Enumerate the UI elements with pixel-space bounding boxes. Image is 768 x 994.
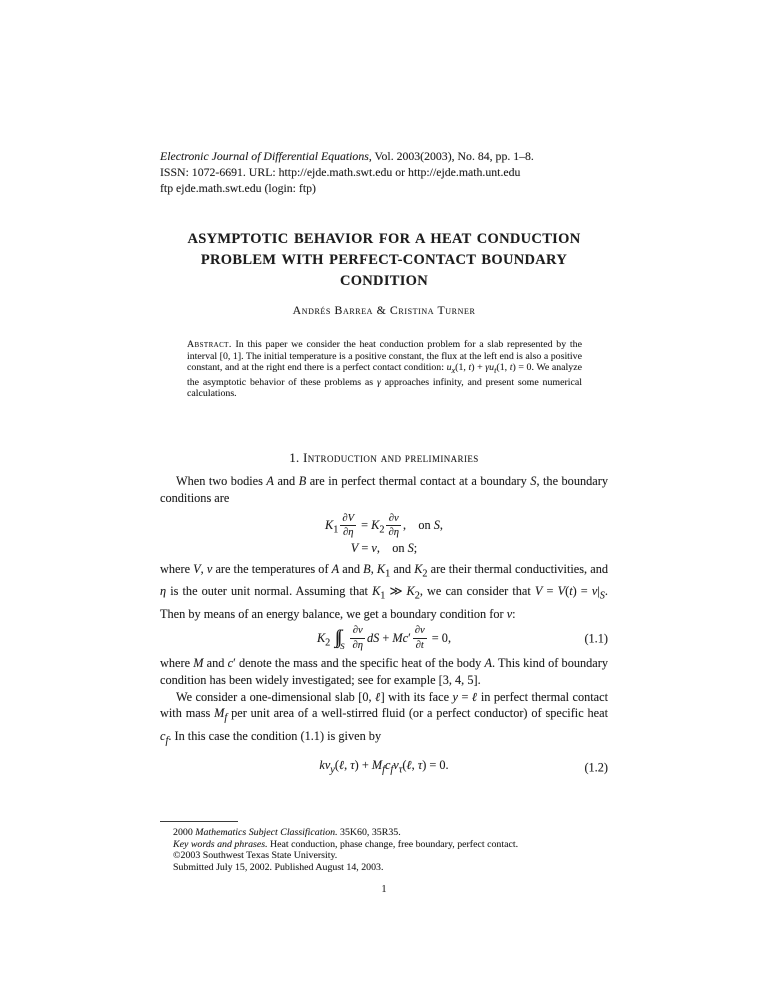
- paper-title: [160, 229, 608, 292]
- journal-header-line-1: Electronic Journal of Differential Equations, Vol. 2003(2003), No. 84, pp. 1–8.: [160, 149, 534, 163]
- paragraph-one-dimensional-slab: We consider a one-dimensional slab [0, ℓ] with its face y = ℓ in perfect thermal contact with mass $M_f$ per unit area of a well-stirred fluid (or a perfect conductor) of specific heat $c_f$. In this case the condition (1.1) is given by: [160, 689, 608, 747]
- abstract-body: In this paper we consider the heat conduction problem for a slab represented by the interval [0, 1]. The initial temperature is a positive constant, the flux at the left end is also a positive constant, and at the right end there is a perfect contact condition: $u_x(1$, $t) + \gamma u_t(1$, t) = 0. We analyze the asymptotic behavior of these problems as γ approaches infinity, and present some numerical calculations.: [187, 339, 583, 400]
- paper-title-line-1: ASYMPTOTIC BEHAVIOR FOR A HEAT CONDUCTION: [187, 231, 581, 247]
- equation-energy-balance: [160, 625, 608, 652]
- authors: Andrés Barrea & Cristina Turner: [292, 303, 476, 317]
- equation-perfect-contact-line-2: V = v, on S;: [350, 541, 418, 556]
- footnote-msc: 2000 Mathematics Subject Classification. 35K60, 35R35.: [173, 827, 401, 838]
- equation-perfect-contact-line-1: $K_1$ $\frac{\partial V}{\partial\eta}$ = $K_2$ $\frac{\partial v}{\partial\eta}$ , on S,: [325, 512, 443, 539]
- equation-slab-condition: [160, 757, 608, 779]
- page-number: 1: [381, 883, 387, 895]
- footnote-submitted: Submitted July 15, 2002. Published August 14, 2003.: [173, 862, 384, 874]
- body-text: [160, 473, 608, 779]
- equation-energy-balance-body: $K_2$ ∫∫S $\frac{\partial v}{\partial\eta}$ dS + Mc′ $\frac{\partial v}{\partial t}$ = 0,: [316, 625, 452, 652]
- equation-tag-1-2: (1.2): [584, 760, 608, 775]
- journal-header-line-2: ISSN: 1072-6691. URL: http://ejde.math.swt.edu or http://ejde.math.unt.edu: [160, 165, 521, 179]
- journal-header-line-3: ftp ejde.math.swt.edu (login: ftp): [160, 181, 316, 195]
- paragraph-intro: When two bodies A and B are in perfect thermal contact at a boundary S, the boundary conditions are: [160, 473, 608, 505]
- paper-title-line-3: CONDITION: [339, 273, 429, 289]
- footnote-block: [160, 821, 608, 895]
- equation-perfect-contact: [160, 513, 608, 558]
- paper-title-line-2: PROBLEM WITH PERFECT-CONTACT BOUNDARY: [200, 252, 568, 268]
- footnote-keywords: Key words and phrases. Heat conduction, phase change, free boundary, perfect contact.: [173, 838, 519, 850]
- equation-tag-1-1: (1.1): [584, 631, 608, 646]
- footnote-text: [160, 827, 608, 874]
- page-content: [160, 148, 608, 782]
- section-heading: 1. Introduction and preliminaries: [289, 450, 479, 465]
- footnote-rule: [160, 821, 238, 822]
- equation-slab-condition-body: $kv_y(\ell$, $\tau) + M_fc_fv_\tau(\ell$, τ) = 0.: [319, 757, 449, 776]
- footnote-copyright: ©2003 Southwest Texas State University.: [173, 850, 338, 862]
- paragraph-where-temperatures: where V, v are the temperatures of A and B, $K_1$ and $K_2$ are their thermal conductivities, and η is the outer unit normal. Assuming that $K_1$ ≫ $K_2$, we can consider that $V = V(t) = v|_S$. Then by means of an energy balance, we get a boundary condition for v:: [160, 562, 608, 621]
- paragraph-mass-specific-heat: where M and c′ denote the mass and the specific heat of the body A. This kind of boundary condition has been widely investigated; see for example [3, 4, 5].: [160, 656, 608, 687]
- abstract-label: Abstract.: [187, 339, 232, 350]
- journal-header: [160, 148, 608, 196]
- abstract: [187, 339, 582, 400]
